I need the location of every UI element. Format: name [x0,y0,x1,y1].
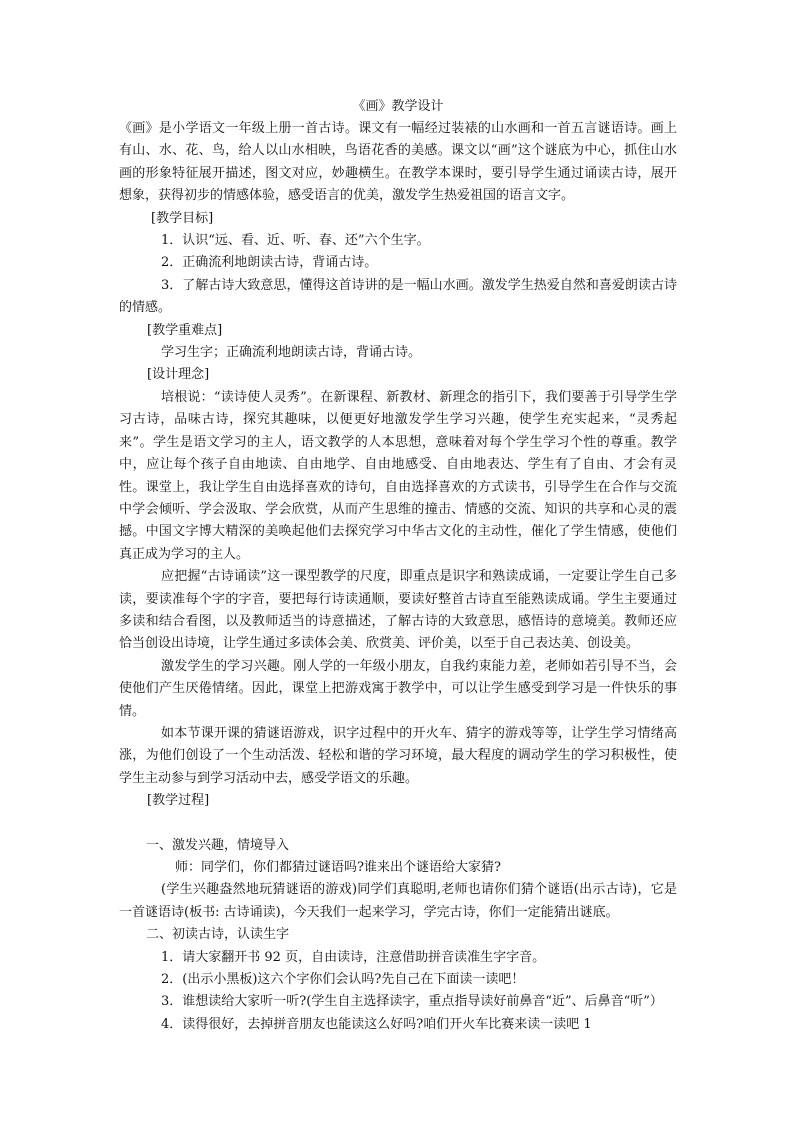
section-heading: 一、激发兴趣，情境导入 [146,837,290,853]
concept-heading: [设计理念] [147,367,210,383]
section-item: 2．(出示小黑板)这六个字你们会认吗?先自己在下面读一读吧！ [161,972,525,988]
section-item: 3．谁想读给大家听一听?(学生自主选择读字，重点指导读好前鼻音“近”、后鼻音“听”） [161,994,663,1010]
document-title: 《画》教学设计 [352,99,444,114]
process-heading: [教学过程] [147,793,210,809]
goal-item: 1．认识“远、看、近、听、春、还”六个生字。 [161,233,430,249]
concept-paragraph: 激发学生的学习兴趣。刚人学的一年级小朋友，自我约束能力差，老师如若引导不当，会使他们产生厌倦情绪。因此，课堂上把游戏寓于教学中，可以让学生感受到学习是一件快乐的事情。 [119,658,677,719]
blank-line [119,813,677,835]
concept-paragraph: 应把握“古诗诵读”这一课型教学的尺度，即重点是识字和熟读成诵，一定要让学生自己多读，要读准每个字的字音，要把每行诗读通顺，要读好整首古诗直至能熟读成诵。学生主要通过多读和结合看图，以及教师适当的诗意描述，了解古诗的大致意思，感悟诗的意境美。教师还应恰当创设出诗境，让学生通过多读体会美、欣赏美、评价美，以至于自己表达美、创设美。 [119,569,677,652]
concept-paragraph: 培根说：“读诗使人灵秀”。在新课程、新教材、新理念的指引下，我们要善于引导学生学习古诗，品味古诗，探究其趣味，以便更好地激发学生学习兴趣，使学生充实起来，“灵秀起来”。学生是语文学习的主人，语文教学的人本思想，意味着对每个学生学习个性的尊重。教学中，应让每个孩子自由地读、自由地学、自由地感受、自由地表达、学生有了自由、才会有灵性。课堂上，我让学生自由选择喜欢的诗句，自由选择喜欢的方式读书，引导学生在合作与交流中学会倾听、学会汲取、学会欣赏，从而产生思维的撞击、情感的交流、知识的共享和心灵的震撼。中国文字博大精深的美唤起他们去探究学习中华古文化的主动性，催化了学生情感，使他们真正成为学习的主人。 [119,389,677,562]
intro-paragraph: 《画》是小学语文一年级上册一首古诗。课文有一幅经过装裱的山水画和一首五言谜语诗。画上有山、水、花、鸟，给人以山水相映，鸟语花香的美感。课文以“画”这个谜底为中心，抓住山水画的形象特征展开描述，图文对应，妙趣横生。在教学本课时，要引导学生通过诵读古诗，展开想象，获得初步的情感体验，感受语言的优美，激发学生热爱祖国的语言文字。 [119,121,677,204]
teacher-dialog: 师：同学们，你们都猜过谜语吗?谁来出个谜语给大家猜? [175,860,501,875]
concept-paragraph: 如本节课开课的猜谜语游戏，识字过程中的开火车、猜字的游戏等等，让学生学习情绪高涨，为他们创设了一个生动活泼、轻松和谐的学习环境，最大程度的调动学生的学习积极性，使学生主动参与到学习活动中去，感受学语文的乐趣。 [119,725,677,786]
key-points-heading: [教学重难点] [147,322,223,338]
section-heading: 二、初读古诗，认读生字 [146,927,290,943]
section-paragraph: (学生兴趣盎然地玩猜谜语的游戏)同学们真聪明,老师也请你们猜个谜语(出示古诗)，它是一首谜语诗(板书: 古诗诵读)，今天我们一起来学习，学完古诗，你们一定能猜出谜底。 [119,882,677,920]
goal-item: 2．正确流利地朗读古诗，背诵古诗。 [161,255,378,271]
goal-item: 3．了解古诗大致意思，懂得这首诗讲的是一幅山水画。激发学生热爱自然和喜爱朗读古诗的情感。 [119,277,677,316]
key-points-text: 学习生字；正确流利地朗读古诗，背诵古诗。 [161,345,422,361]
goals-heading: [教学目标] [151,210,214,226]
document-page [119,96,677,1036]
section-item: 1．请大家翻开书 92 页，自由读诗，注意借助拼音读准生字字音。 [161,949,546,965]
section-item: 4．读得很好，去掉拼音朋友也能读这么好吗?咱们开火车比赛来读一读吧 1 [161,1016,592,1032]
